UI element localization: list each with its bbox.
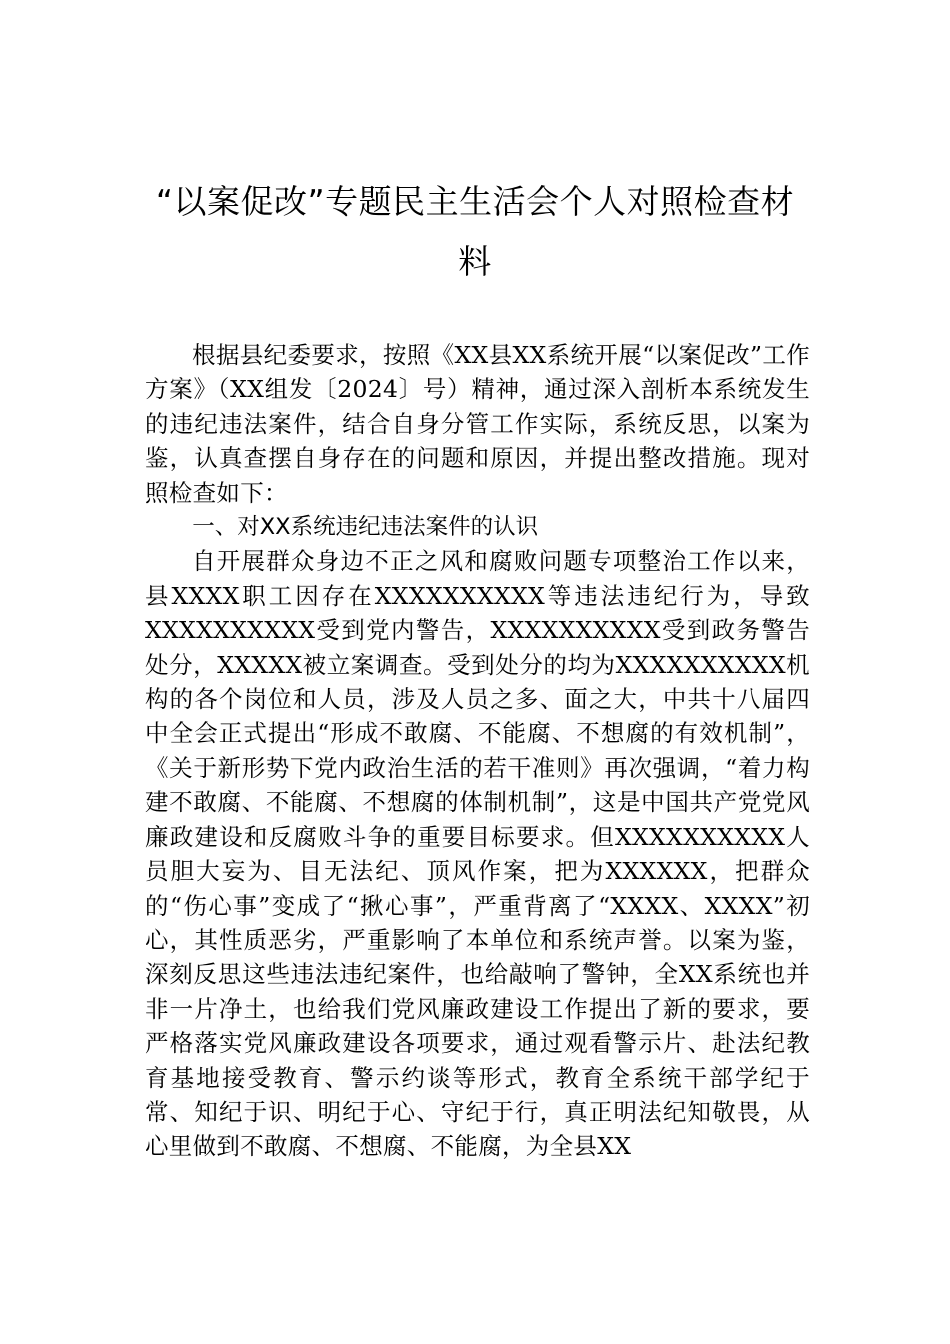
document-body: [145, 338, 810, 1164]
document-title: “以案促改”专题民主生活会个人对照检查材料: [155, 182, 795, 281]
section-paragraph: 自开展群众身边不正之风和腐败问题专项整治工作以来，县XXXX职工因存在XXXXXXXXXX等违法违纪行为，导致XXXXXXXXXX受到党内警告，XXXXXXXXXX受到政务警告处分，XXXXX被立案调查。受到处分的均为XXXXXXXXXX机构的各个岗位和人员，涉及人员之多、面之大，中共十八届四中全会正式提出“形成不敢腐、不能腐、不想腐的有效机制”，《关于新形势下党内政治生活的若干准则》再次强调，“着力构建不敢腐、不能腐、不想腐的体制机制”，这是中国共产党党风廉政建设和反腐败斗争的重要目标要求。但XXXXXXXXXX人员胆大妄为、目无法纪、顶风作案，把为XXXXXX，把群众的“伤心事”变成了“揪心事”，严重背离了“XXXX、XXXX”初心，其性质恶劣，严重影响了本单位和系统声誉。以案为鉴，深刻反思这些违法违纪案件，也给敲响了警钟，全XX系统也并非一片净土，也给我们党风廉政建设工作提出了新的要求，要严格落实党风廉政建设各项要求，通过观看警示片、赴法纪教育基地接受教育、警示约谈等形式，教育全系统干部学纪于常、知纪于识、明纪于心、守纪于行，真正明法纪知敬畏，从心里做到不敢腐、不想腐、不能腐，为全县XX: [145, 547, 810, 1161]
section-heading: 一、对XX系统违纪违法案件的认识: [192, 514, 539, 541]
intro-paragraph: 根据县纪委要求，按照《XX县XX系统开展“以案促改”工作方案》（XX组发〔2024〕号）精神，通过深入剖析本系统发生的违纪违法案件，结合自身分管工作实际，系统反思，以案为鉴，认真查摆自身存在的问题和原因，并提出整改措施。现对照检查如下：: [145, 341, 810, 507]
